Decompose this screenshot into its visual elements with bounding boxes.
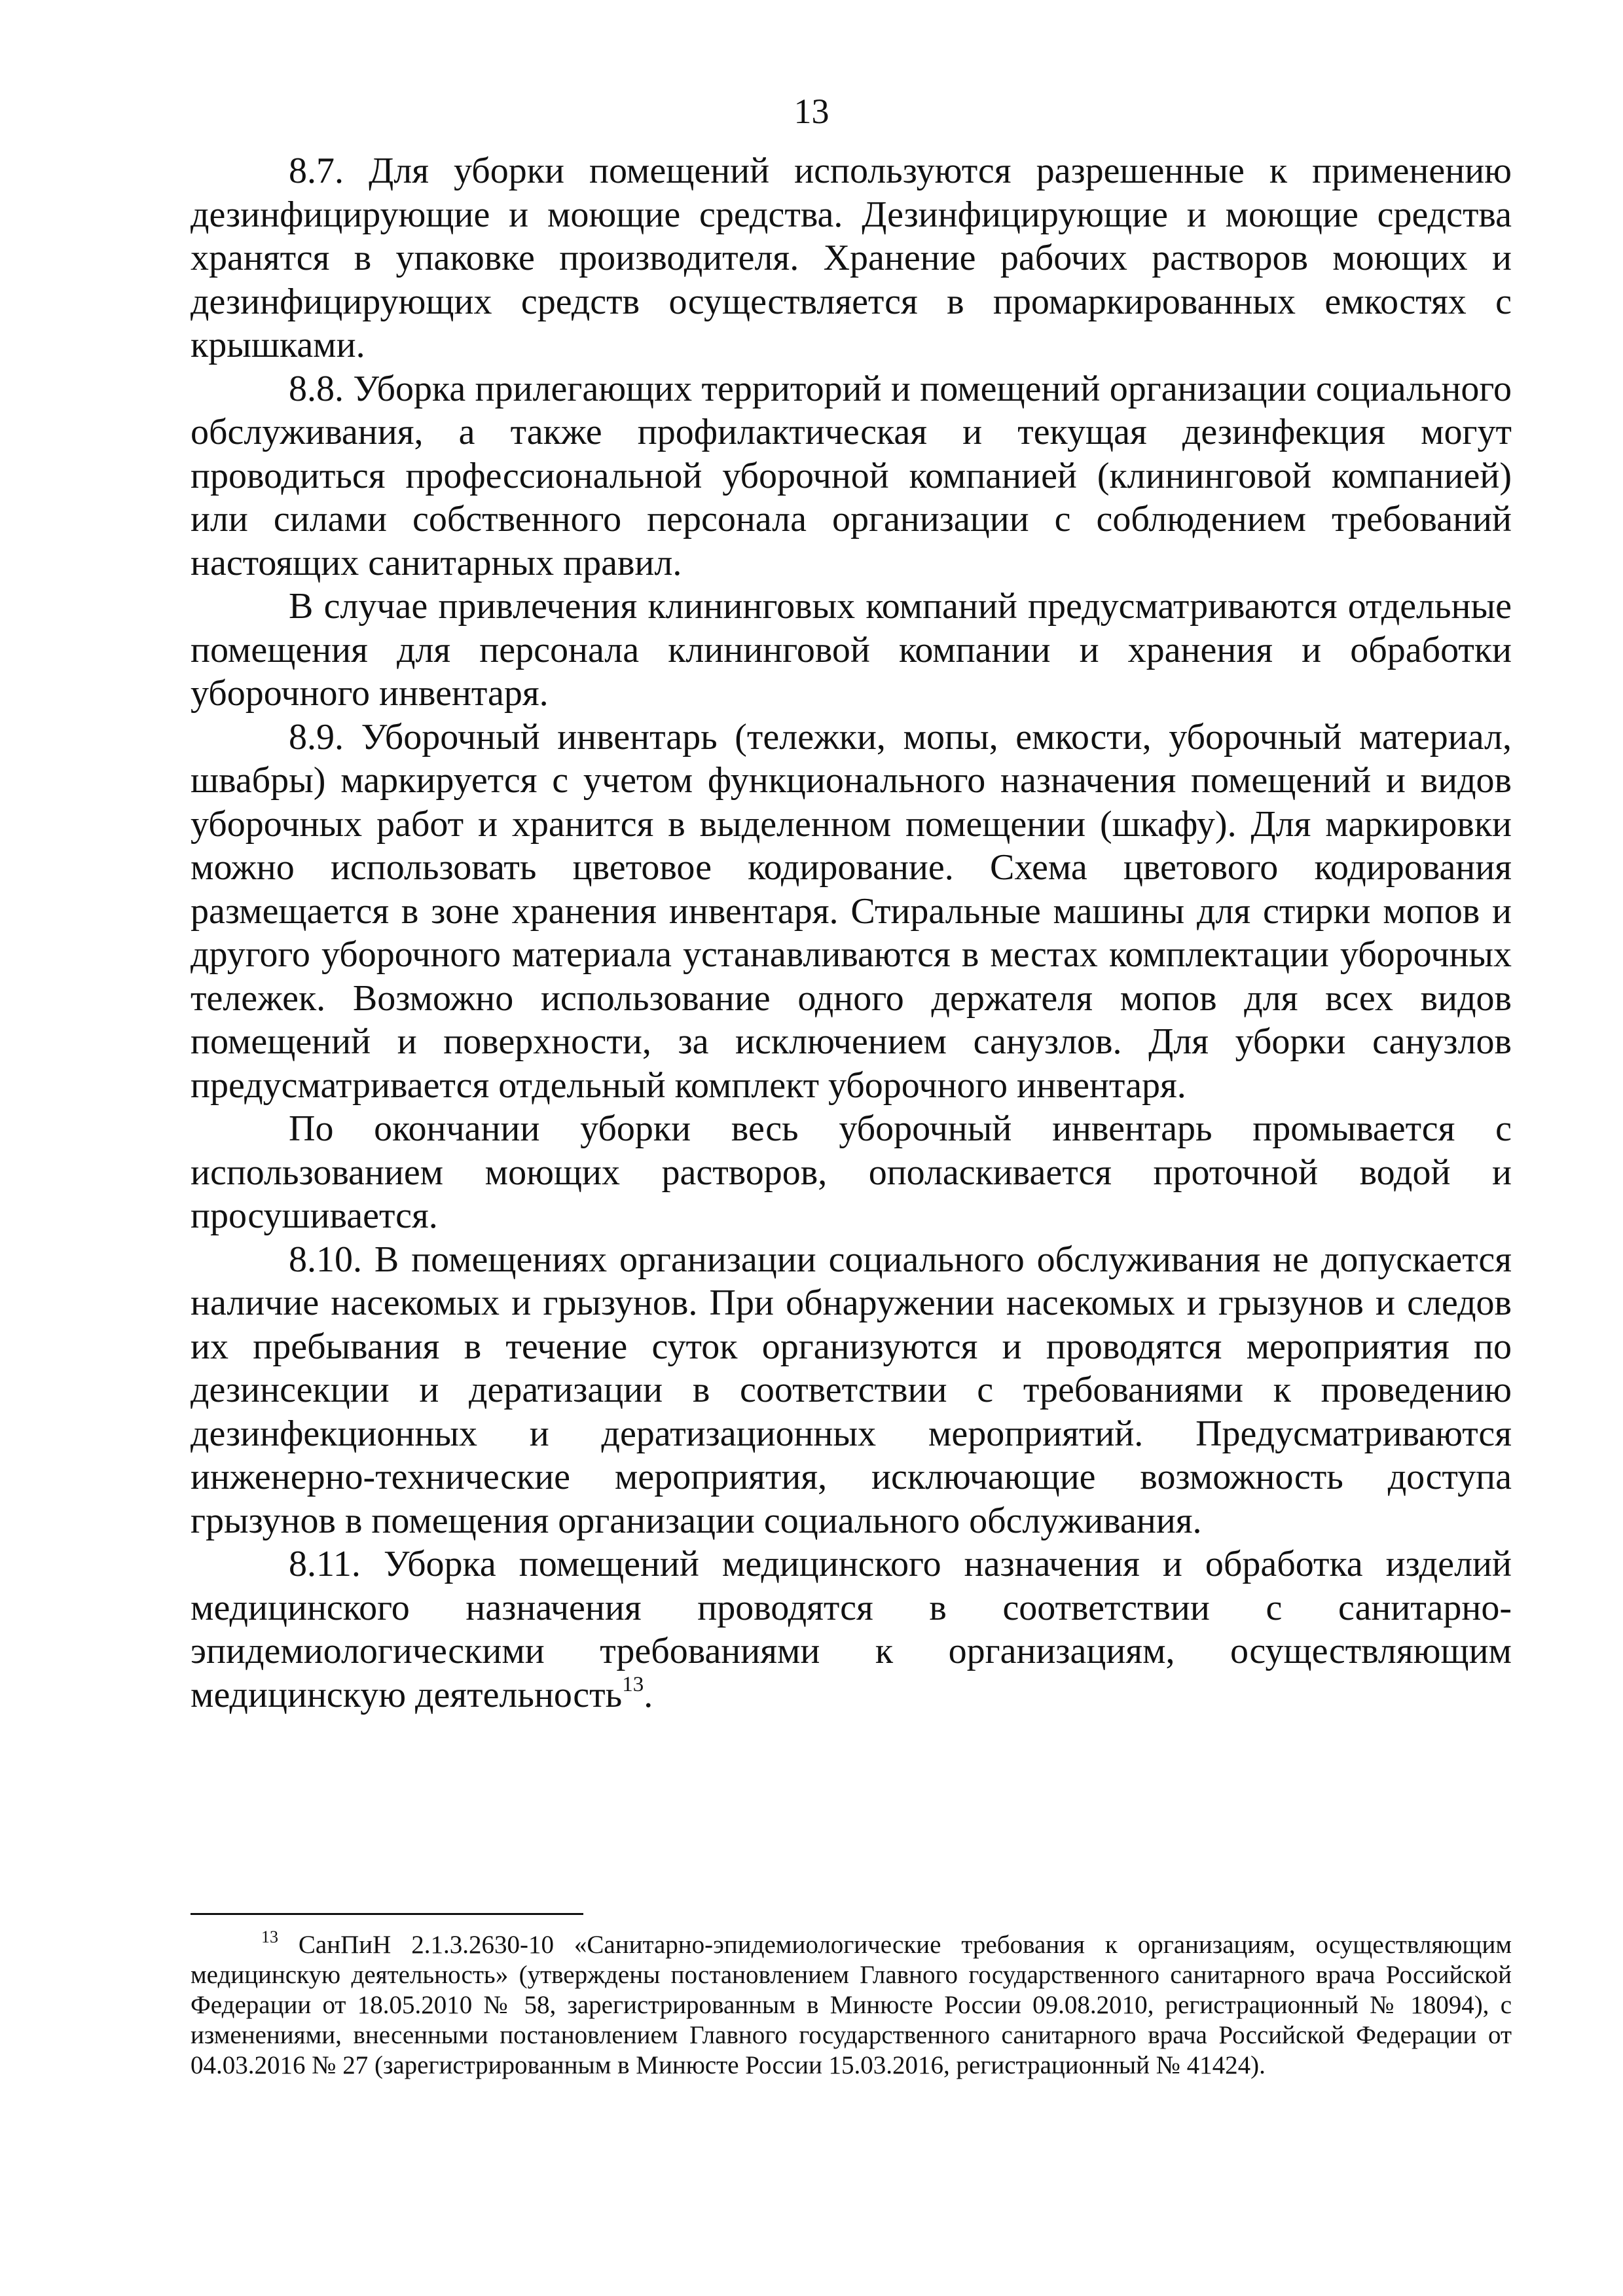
paragraph-8-10: 8.10. В помещениях организации социального обслуживания не допускается наличие насекомых и грызунов. При обнаружении насекомых и грызунов и следов их пребывания в течение суток организуются и проводятся мероприятия по дезинсекции и дератизации в соответствии с требованиями к проведению дезинфекционных и дератизационных мероприятий. Предусматриваются инженерно-технические мероприятия, исключающие возможность доступа грызунов в помещения организации социального обслуживания.	[191, 1239, 1512, 1541]
footnote-text: СанПиН 2.1.3.2630-10 «Санитарно-эпидемиологические требования к организациям, осуществляющим медицинскую деятельность» (утверждены постановлением Главного государственного санитарного врача Российской Федерации от 18.05.2010 № 58, зарегистрированным в Минюсте России 09.08.2010, регистрационный № 18094), с изменениями, внесенными постановлением Главного государственного санитарного врача Российской Федерации от 04.03.2016 № 27 (зарегистрированным в Минюсте России 15.03.2016, регистрационный № 41424).	[191, 1931, 1512, 2079]
footnote	[191, 1927, 1512, 2081]
paragraph-cleaning-companies: В случае привлечения клининговых компаний предусматриваются отдельные помещения для персонала клининговой компании и хранения и обработки уборочного инвентаря.	[191, 586, 1512, 714]
paragraph-8-8: 8.8. Уборка прилегающих территорий и помещений организации социального обслуживания, а также профилактическая и текущая дезинфекция могут проводиться профессиональной уборочной компанией (клининговой компанией) или силами собственного персонала организации с соблюдением требований настоящих санитарных правил.	[191, 368, 1512, 583]
footnote-reference: 13	[622, 1672, 644, 1696]
footnote-separator	[191, 1913, 583, 1915]
paragraph-8-11	[191, 1542, 1512, 1717]
paragraph-8-11-text: 8.11. Уборка помещений медицинского назначения и обработка изделий медицинского назначения проводятся в соответствии с санитарно-эпидемиологическими требованиями к организациям, осуществляющим медицинскую деятельность	[191, 1544, 1512, 1715]
paragraph-after-cleaning: По окончании уборки весь уборочный инвентарь промывается с использованием моющих растворов, ополаскивается проточной водой и просушивается.	[191, 1108, 1512, 1236]
page-number: 13	[793, 92, 830, 131]
footnote-marker: 13	[261, 1927, 278, 1946]
body-text	[191, 149, 1512, 1717]
paragraph-8-11-end: .	[644, 1674, 653, 1715]
paragraph-8-7: 8.7. Для уборки помещений используются разрешенные к применению дезинфицирующие и моющие средства. Дезинфицирующие и моющие средства хранятся в упаковке производителя. Хранение рабочих растворов моющих и дезинфицирующих средств осуществляется в промаркированных емкостях с крышками.	[191, 151, 1512, 365]
paragraph-8-9: 8.9. Уборочный инвентарь (тележки, мопы, емкости, уборочный материал, швабры) маркируется с учетом функционального назначения помещений и видов уборочных работ и хранится в выделенном помещении (шкафу). Для маркировки можно использовать цветовое кодирование. Схема цветового кодирования размещается в зоне хранения инвентаря. Стиральные машины для стирки мопов и другого уборочного материала устанавливаются в местах комплектации уборочных тележек. Возможно использование одного держателя мопов для всех видов помещений и поверхности, за исключением санузлов. Для уборки санузлов предусматривается отдельный комплект уборочного инвентаря.	[191, 716, 1512, 1106]
